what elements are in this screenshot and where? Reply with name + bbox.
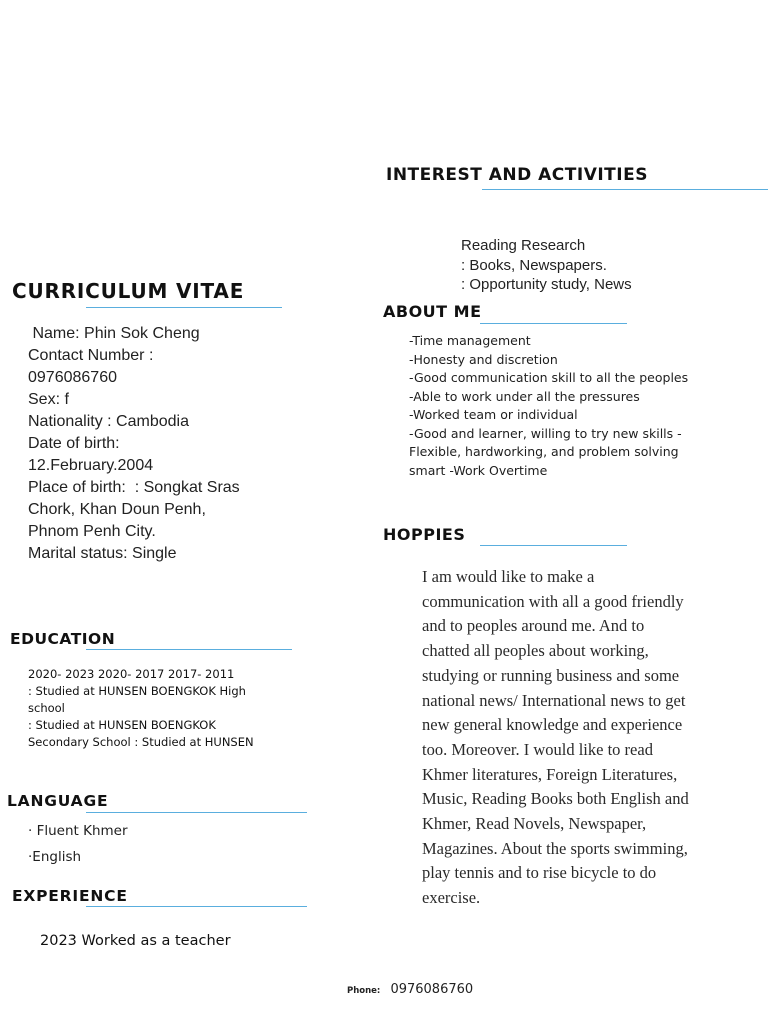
experience-heading-rule: [86, 906, 307, 907]
experience-heading: EXPERIENCE: [12, 887, 128, 905]
hobbies-line: Music, Reading Books both English and: [422, 789, 689, 809]
cv-contact-label: Contact Number :: [28, 347, 154, 364]
hobbies-line: studying or running business and some: [422, 665, 680, 685]
hobbies-line: Magazines. About the sports swimming,: [422, 838, 688, 858]
language-heading: LANGUAGE: [7, 792, 109, 810]
hobbies-paragraph: [422, 565, 689, 911]
cv-dob-value: 12.February.2004: [28, 457, 154, 474]
education-heading: EDUCATION: [10, 630, 116, 648]
hobbies-line: I am would like to make a: [422, 567, 595, 586]
about-list: [409, 332, 688, 480]
about-line: -Good communication skill to all the peoples: [409, 370, 689, 385]
experience-text: 2023 Worked as a teacher: [40, 933, 231, 949]
about-line: smart -Work Overtime: [409, 462, 548, 478]
about-line: Flexible, hardworking, and problem solving: [409, 444, 679, 459]
hobbies-line: play tennis and to rise bicycle to do: [422, 863, 657, 883]
cv-nationality: Nationality : Cambodia: [28, 413, 189, 430]
about-line: -Good and learner, willing to try new skills -: [409, 425, 682, 441]
education-list: [28, 666, 254, 751]
language-heading-rule: [86, 812, 307, 813]
cv-pob-label: Place of birth: : Songkat Sras: [28, 479, 240, 496]
interest-list: [461, 236, 632, 295]
hobbies-line: Khmer literatures, Foreign Literatures,: [422, 764, 678, 784]
cv-personal-details: [28, 323, 240, 565]
cv-heading-rule: [86, 307, 282, 308]
about-line: -Worked team or individual: [409, 407, 578, 422]
hobbies-line: chatted all peoples about working,: [422, 641, 649, 661]
hobbies-heading-rule: [480, 545, 627, 546]
cv-contact-number: 0976086760: [28, 369, 117, 386]
cv-pob-line: Phnom Penh City.: [28, 523, 156, 540]
about-heading-rule: [480, 323, 627, 324]
education-line: : Studied at HUNSEN BOENGKOK High: [28, 684, 246, 698]
hobbies-line: communication with all a good friendly: [422, 591, 684, 611]
cv-dob-label: Date of birth:: [28, 435, 120, 452]
education-line: : Studied at HUNSEN BOENGKOK: [28, 718, 216, 732]
language-item: · Fluent Khmer: [28, 823, 128, 839]
interest-line: : Opportunity study, News: [461, 276, 632, 293]
about-line: -Honesty and discretion: [409, 351, 558, 367]
about-heading: ABOUT ME: [383, 302, 482, 321]
education-line: school: [28, 701, 65, 715]
education-years: 2020- 2023 2020- 2017 2017- 2011: [28, 667, 235, 681]
hobbies-line: new general knowledge and experience: [422, 715, 683, 735]
hobbies-line: exercise.: [422, 888, 481, 908]
interest-line: Reading Research: [461, 237, 586, 254]
hobbies-line: and to peoples around me. And to: [422, 616, 645, 636]
about-line: -Time management: [409, 333, 531, 348]
footer-phone: [347, 978, 473, 997]
cv-marital-status: Marital status: Single: [28, 545, 177, 562]
education-heading-rule: [86, 649, 292, 650]
about-line: -Able to work under all the pressures: [409, 388, 640, 404]
interest-heading-rule: [482, 189, 768, 190]
hobbies-line: national news/ International news to get: [422, 690, 686, 710]
cv-sex: Sex: f: [28, 391, 69, 408]
hobbies-line: too. Moreover. I would like to read: [422, 739, 653, 759]
cv-pob-line: Chork, Khan Doun Penh,: [28, 501, 206, 518]
cv-name: Name: Phin Sok Cheng: [28, 325, 200, 342]
language-list: [28, 818, 128, 870]
hobbies-line: Khmer, Read Novels, Newspaper,: [422, 814, 647, 834]
interest-line: : Books, Newspapers.: [461, 256, 607, 274]
footer-phone-value: 0976086760: [390, 982, 474, 997]
language-item: ·English: [28, 849, 82, 865]
education-line: Secondary School : Studied at HUNSEN: [28, 735, 254, 749]
cv-heading: CURRICULUM VITAE: [12, 279, 245, 303]
interest-heading: INTEREST AND ACTIVITIES: [386, 165, 648, 185]
hobbies-heading: HOPPIES: [383, 525, 466, 544]
footer-phone-label: Phone:: [347, 986, 381, 996]
